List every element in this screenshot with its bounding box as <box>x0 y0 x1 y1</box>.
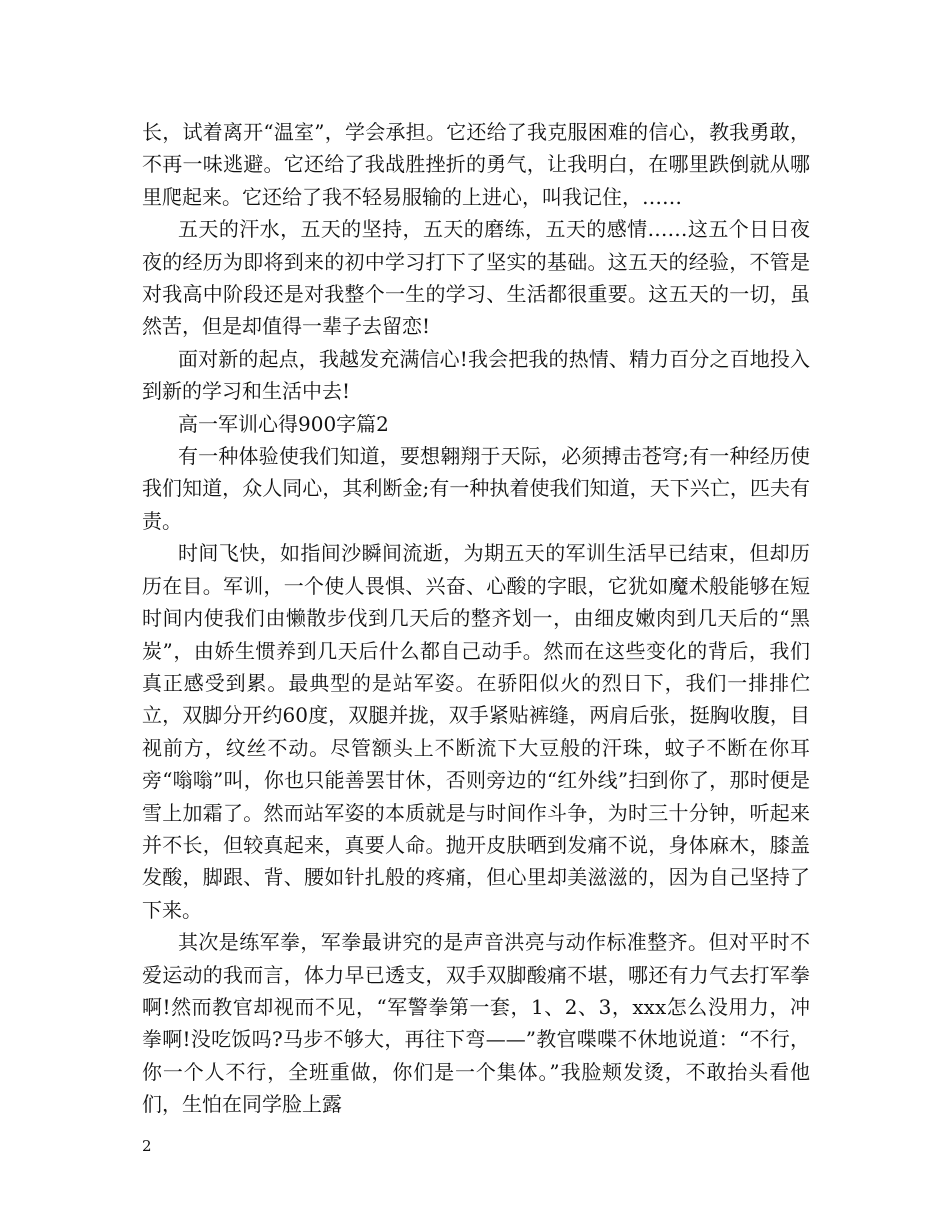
page-number: 2 <box>142 1137 152 1155</box>
paragraph-military-posture: 时间飞快，如指间沙瞬间流逝，为期五天的军训生活早已结束，但却历历在目。军训，一个使人畏惧、兴奋、心酸的字眼，它犹如魔术般能够在短时间内使我们由懒散步伐到几天后的整齐划一，由细皮嫩肉到几天后的“黑炭”，由娇生惯养到几天后什么都自己动手。然而在这些变化的背后，我们真正感受到累。最典型的是站军姿。在骄阳似火的烈日下，我们一排排伫立，双脚分开约60度，双腿并拢，双手紧贴裤缝，两肩后张，挺胸收腹，目视前方，纹丝不动。尽管额头上不断流下大豆般的汗珠，蚊子不断在你耳旁“嗡嗡”叫，你也只能善罢甘休，否则旁边的“红外线”扫到你了，那时便是雪上加霜了。然而站军姿的本质就是与时间作斗争，为时三十分钟，听起来并不长，但较真起来，真要人命。抛开皮肤晒到发痛不说，身体麻木，膝盖发酸，脚跟、背、腰如针扎般的疼痛，但心里却美滋滋的，因为自己坚持了下来。 <box>142 541 810 922</box>
paragraph-five-days: 五天的汗水，五天的坚持，五天的磨练，五天的感情……这五个日日夜夜的经历为即将到来的初中学习打下了坚实的基础。这五天的经验，不管是对我高中阶段还是对我整个一生的学习、生活都很重要。这五天的一切，虽然苦，但是却值得一辈子去留恋! <box>142 217 810 339</box>
paragraph-new-start: 面对新的起点，我越发充满信心!我会把我的热情、精力百分之百地投入到新的学习和生活中去! <box>142 346 810 404</box>
paragraph-experience: 有一种体验使我们知道，要想翱翔于天际，必须搏击苍穹;有一种经历使我们知道，众人同心，其利断金;有一种执着使我们知道，天下兴亡，匹夫有责。 <box>142 444 810 533</box>
document-body <box>142 116 810 1121</box>
paragraph-continued: 长，试着离开“温室”，学会承担。它还给了我克服困难的信心，教我勇敢，不再一味逃避。它还给了我战胜挫折的勇气，让我明白，在哪里跌倒就从哪里爬起来。它还给了我不轻易服输的上进心，叫我记住，…… <box>142 120 810 209</box>
section-title: 高一军训心得900字篇2 <box>178 411 389 436</box>
paragraph-military-boxing: 其次是练军拳，军拳最讲究的是声音洪亮与动作标准整齐。但对平时不爱运动的我而言，体力早已透支，双手双脚酸痛不堪，哪还有力气去打军拳啊!然而教官却视而不见，“军警拳第一套，1、2、3，xxx怎么没用力，冲拳啊!没吃饭吗?马步不够大，再往下弯——”教官喋喋不休地说道：“不行，你一个人不行，全班重做，你们是一个集体。”我脸颊发烫，不敢抬头看他们，生怕在同学脸上露 <box>142 930 810 1117</box>
